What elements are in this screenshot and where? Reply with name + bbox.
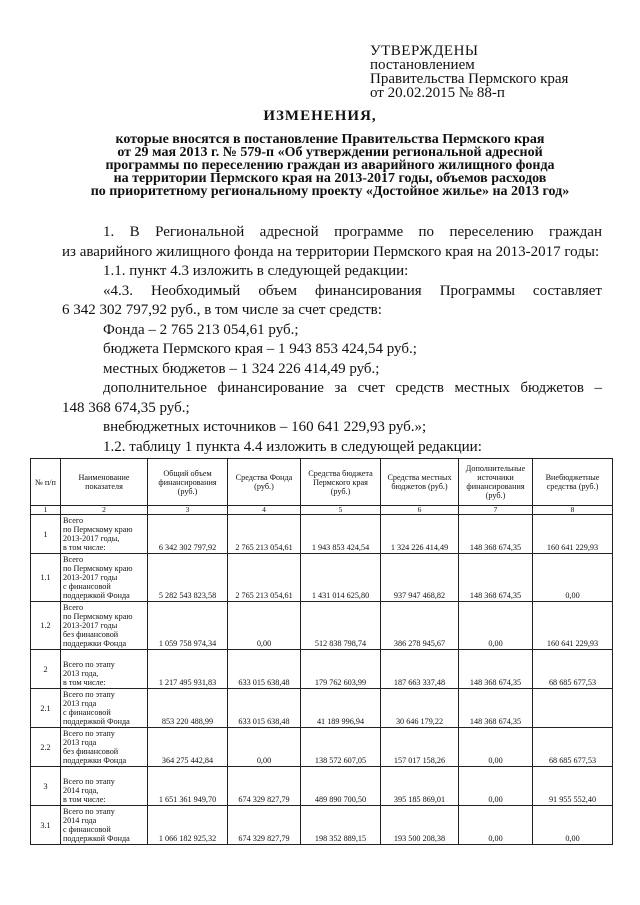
row-local: 1 324 226 414,49 bbox=[381, 515, 459, 554]
row-name: Всего по Пермскому краю 2013-2017 годы с финансовой поддержкой Фонда bbox=[61, 554, 148, 602]
row-regional: 1 431 014 625,80 bbox=[301, 554, 381, 602]
table-column-numbers-row bbox=[31, 506, 613, 515]
document-body bbox=[62, 223, 602, 457]
row-name: Всего по Пермскому краю 2013-2017 годы без финансовой поддержки Фонда bbox=[61, 602, 148, 650]
row-regional: 198 352 889,15 bbox=[301, 806, 381, 845]
paragraph-additional-line-1: дополнительное финансирование за счет средств местных бюджетов – bbox=[103, 380, 602, 396]
paragraph-3-line-2: 6 342 302 797,92 руб., в том числе за счет средств: bbox=[62, 302, 382, 318]
document-subtitle bbox=[40, 133, 620, 198]
row-number: 1.2 bbox=[31, 602, 61, 650]
paragraph-1-line-1: 1. В Региональной адресной программе по переселению граждан bbox=[103, 224, 602, 240]
paragraph-regional-budget: бюджета Пермского края – 1 943 853 424,54 руб.; bbox=[103, 341, 417, 357]
row-local: 193 500 208,38 bbox=[381, 806, 459, 845]
row-local: 30 646 179,22 bbox=[381, 689, 459, 728]
table-row bbox=[31, 515, 613, 554]
paragraph-extrabudgetary: внебюджетных источников – 160 641 229,93 руб.»; bbox=[103, 419, 427, 435]
row-fund: 0,00 bbox=[228, 602, 301, 650]
row-total: 1 217 495 931,83 bbox=[148, 650, 228, 689]
row-regional: 41 189 996,94 bbox=[301, 689, 381, 728]
approval-line-4: от 20.02.2015 № 88-п bbox=[370, 85, 505, 101]
row-extrabudgetary bbox=[533, 689, 613, 728]
row-additional: 0,00 bbox=[459, 806, 533, 845]
paragraph-3-line-1: «4.3. Необходимый объем финансирования Программы составляет bbox=[103, 282, 602, 299]
row-local: 395 185 869,01 bbox=[381, 767, 459, 806]
table-row bbox=[31, 806, 613, 845]
column-number: 4 bbox=[228, 506, 301, 515]
row-extrabudgetary: 0,00 bbox=[533, 806, 613, 845]
paragraph-local-budgets: местных бюджетов – 1 324 226 414,49 руб.; bbox=[103, 360, 380, 377]
column-number: 5 bbox=[301, 506, 381, 515]
column-number: 6 bbox=[381, 506, 459, 515]
table-row bbox=[31, 602, 613, 650]
row-additional: 0,00 bbox=[459, 602, 533, 650]
row-fund: 633 015 638,48 bbox=[228, 650, 301, 689]
financing-table bbox=[30, 458, 613, 845]
table-row bbox=[31, 728, 613, 767]
row-additional: 148 368 674,35 bbox=[459, 689, 533, 728]
table-row bbox=[31, 650, 613, 689]
row-regional: 512 838 798,74 bbox=[301, 602, 381, 650]
row-name: Всего по этапу 2013 года, в том числе: bbox=[61, 650, 148, 689]
row-additional: 148 368 674,35 bbox=[459, 650, 533, 689]
row-fund: 0,00 bbox=[228, 728, 301, 767]
row-total: 1 066 182 925,32 bbox=[148, 806, 228, 845]
row-name: Всего по этапу 2014 года с финансовой поддержкой Фонда bbox=[61, 806, 148, 845]
row-total: 1 059 758 974,34 bbox=[148, 602, 228, 650]
row-number: 1 bbox=[31, 515, 61, 554]
header-total: Общий объем финансирования (руб.) bbox=[148, 459, 228, 506]
row-number: 2.1 bbox=[31, 689, 61, 728]
row-regional: 1 943 853 424,54 bbox=[301, 515, 381, 554]
row-local: 937 947 468,82 bbox=[381, 554, 459, 602]
row-extrabudgetary: 91 955 552,40 bbox=[533, 767, 613, 806]
column-number: 1 bbox=[31, 506, 61, 515]
document-title: ИЗМЕНЕНИЯ, bbox=[263, 108, 377, 124]
approval-block bbox=[370, 44, 568, 100]
table-row bbox=[31, 554, 613, 602]
row-local: 157 017 158,26 bbox=[381, 728, 459, 767]
row-local: 187 663 337,48 bbox=[381, 650, 459, 689]
row-number: 3.1 bbox=[31, 806, 61, 845]
paragraph-fund: Фонда – 2 765 213 054,61 руб.; bbox=[103, 321, 299, 338]
row-name: Всего по этапу 2013 года с финансовой поддержкой Фонда bbox=[61, 689, 148, 728]
subtitle-line-2: от 29 мая 2013 г. № 579-п «Об утверждении региональной адресной bbox=[117, 145, 543, 160]
header-number: № п/п bbox=[31, 459, 61, 506]
paragraph-2: 1.1. пункт 4.3 изложить в следующей редакции: bbox=[103, 263, 409, 279]
table-body bbox=[31, 515, 613, 845]
approval-line-2: постановлением bbox=[370, 57, 475, 73]
row-local: 386 278 945,67 bbox=[381, 602, 459, 650]
row-extrabudgetary: 160 641 229,93 bbox=[533, 515, 613, 554]
row-extrabudgetary: 0,00 bbox=[533, 554, 613, 602]
subtitle-line-5: по приоритетному региональному проекту «Достойное жилье» на 2013 год» bbox=[90, 184, 570, 199]
row-fund: 2 765 213 054,61 bbox=[228, 515, 301, 554]
row-total: 1 651 361 949,70 bbox=[148, 767, 228, 806]
row-total: 6 342 302 797,92 bbox=[148, 515, 228, 554]
subtitle-line-3: программы по переселению граждан из аварийного жилищного фонда bbox=[105, 158, 555, 173]
row-additional: 148 368 674,35 bbox=[459, 515, 533, 554]
header-fund: Средства Фонда (руб.) bbox=[228, 459, 301, 506]
row-regional: 179 762 603,99 bbox=[301, 650, 381, 689]
row-regional: 489 890 700,50 bbox=[301, 767, 381, 806]
column-number: 2 bbox=[61, 506, 148, 515]
row-extrabudgetary: 68 685 677,53 bbox=[533, 728, 613, 767]
row-name: Всего по этапу 2014 года, в том числе: bbox=[61, 767, 148, 806]
row-additional: 0,00 bbox=[459, 767, 533, 806]
paragraph-additional-line-2: 148 368 674,35 руб.; bbox=[62, 399, 190, 416]
table-row bbox=[31, 689, 613, 728]
header-additional: Дополнительные источники финансирования (руб.) bbox=[459, 459, 533, 506]
row-regional: 138 572 607,05 bbox=[301, 728, 381, 767]
subtitle-line-4: на территории Пермского края на 2013-2017 годы, объемов расходов bbox=[113, 171, 547, 186]
row-fund: 674 329 827,79 bbox=[228, 767, 301, 806]
subtitle-line-1: которые вносятся в постановление Правительства Пермского края bbox=[115, 132, 545, 147]
column-number: 3 bbox=[148, 506, 228, 515]
column-number: 8 bbox=[533, 506, 613, 515]
approval-line-3: Правительства Пермского края bbox=[370, 71, 569, 87]
column-number: 7 bbox=[459, 506, 533, 515]
table-header-row bbox=[31, 459, 613, 506]
row-number: 1.1 bbox=[31, 554, 61, 602]
header-indicator: Наименование показателя bbox=[61, 459, 148, 506]
row-extrabudgetary: 68 685 677,53 bbox=[533, 650, 613, 689]
paragraph-table-intro: 1.2. таблицу 1 пункта 4.4 изложить в следующей редакции: bbox=[103, 438, 482, 455]
row-total: 364 275 442,84 bbox=[148, 728, 228, 767]
paragraph-1-line-2: из аварийного жилищного фонда на территории Пермского края на 2013-2017 годы: bbox=[62, 243, 600, 260]
row-name: Всего по Пермскому краю 2013-2017 годы, в том числе: bbox=[61, 515, 148, 554]
header-local: Средства местных бюджетов (руб.) bbox=[381, 459, 459, 506]
row-number: 2 bbox=[31, 650, 61, 689]
row-additional: 0,00 bbox=[459, 728, 533, 767]
row-fund: 633 015 638,48 bbox=[228, 689, 301, 728]
row-total: 853 220 488,99 bbox=[148, 689, 228, 728]
row-name: Всего по этапу 2013 года без финансовой поддержки Фонда bbox=[61, 728, 148, 767]
row-number: 2.2 bbox=[31, 728, 61, 767]
header-extrabudgetary: Внебюджетные средства (руб.) bbox=[533, 459, 613, 506]
row-total: 5 282 543 823,58 bbox=[148, 554, 228, 602]
approval-heading: УТВЕРЖДЕНЫ bbox=[370, 43, 479, 59]
row-additional: 148 368 674,35 bbox=[459, 554, 533, 602]
row-number: 3 bbox=[31, 767, 61, 806]
row-fund: 674 329 827,79 bbox=[228, 806, 301, 845]
row-extrabudgetary: 160 641 229,93 bbox=[533, 602, 613, 650]
row-fund: 2 765 213 054,61 bbox=[228, 554, 301, 602]
table-row bbox=[31, 767, 613, 806]
header-regional: Средства бюджета Пермского края (руб.) bbox=[301, 459, 381, 506]
